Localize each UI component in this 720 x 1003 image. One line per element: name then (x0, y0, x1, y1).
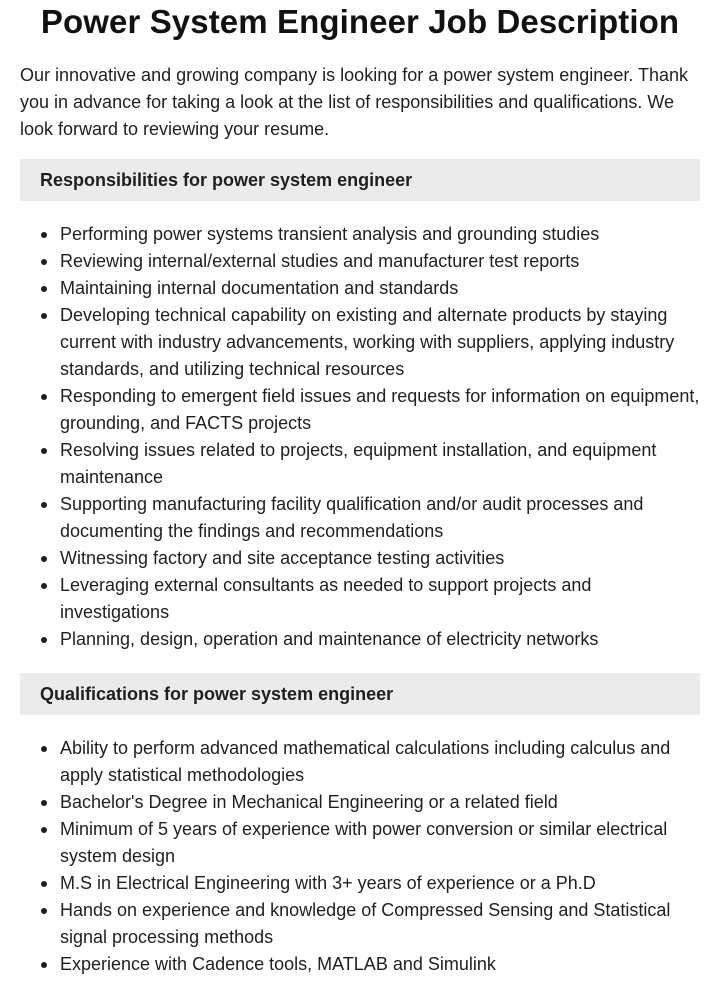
qualifications-list (20, 735, 700, 978)
list-item: Hands on experience and knowledge of Compressed Sensing and Statistical signal processing methods (20, 897, 700, 951)
list-item: Bachelor's Degree in Mechanical Engineering or a related field (20, 789, 700, 816)
list-item: Experience with Cadence tools, MATLAB and Simulink (20, 951, 700, 978)
list-item: Maintaining internal documentation and standards (20, 275, 700, 302)
intro-paragraph: Our innovative and growing company is looking for a power system engineer. Thank you in advance for taking a look at the list of responsibilities and qualifications. We look forward to reviewing your resume. (20, 65, 689, 139)
responsibilities-heading: Responsibilities for power system engineer (20, 159, 700, 201)
list-item: Ability to perform advanced mathematical calculations including calculus and apply statistical methodologies (20, 735, 700, 789)
responsibilities-list (20, 221, 700, 653)
list-item: Minimum of 5 years of experience with power conversion or similar electrical system design (20, 816, 700, 870)
list-item: M.S in Electrical Engineering with 3+ years of experience or a Ph.D (20, 870, 700, 897)
list-item: Reviewing internal/external studies and manufacturer test reports (20, 248, 700, 275)
list-item: Performing power systems transient analysis and grounding studies (20, 221, 700, 248)
list-item: Leveraging external consultants as needed to support projects and investigations (20, 572, 700, 626)
list-item: Resolving issues related to projects, equipment installation, and equipment maintenance (20, 437, 700, 491)
list-item: Planning, design, operation and maintenance of electricity networks (20, 626, 700, 653)
list-item: Responding to emergent field issues and requests for information on equipment, grounding, and FACTS projects (20, 383, 700, 437)
list-item: Supporting manufacturing facility qualification and/or audit processes and documenting the findings and recommendations (20, 491, 700, 545)
page-title: Power System Engineer Job Description (40, 3, 680, 40)
list-item: Developing technical capability on existing and alternate products by staying current with industry advancements, working with suppliers, applying industry standards, and utilizing technical resources (20, 302, 700, 383)
qualifications-heading: Qualifications for power system engineer (20, 673, 700, 715)
list-item: Witnessing factory and site acceptance testing activities (20, 545, 700, 572)
